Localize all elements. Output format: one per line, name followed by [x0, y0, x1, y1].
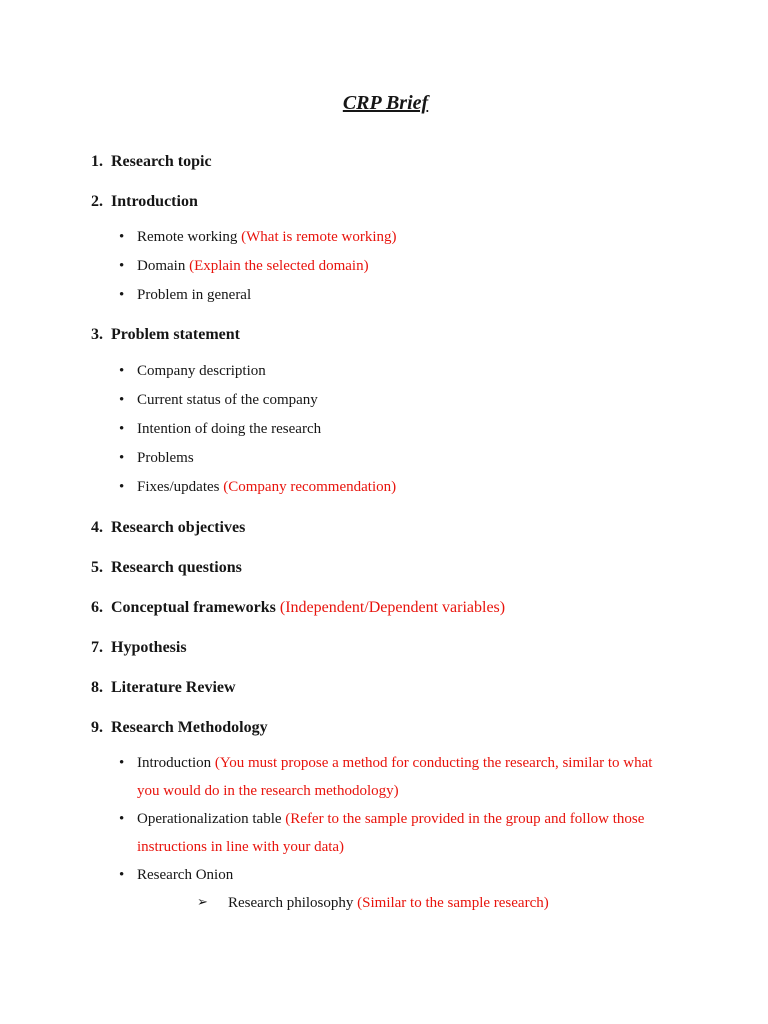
- bullet-label: Fixes/updates: [137, 479, 224, 495]
- section-label: Literature Review: [111, 679, 236, 696]
- bullet-item: [91, 252, 680, 281]
- bullet-item: [91, 357, 680, 386]
- bullet-annotation: (Explain the selected domain): [189, 258, 369, 274]
- bullet-icon: •: [119, 755, 125, 771]
- bullet-annotation: (You must propose a method for conducting the research, similar to what you would do in the research methodology): [137, 755, 653, 799]
- bullet-item: [91, 281, 680, 310]
- bullet-item: [91, 805, 671, 861]
- section-number: 2.: [91, 193, 103, 210]
- bullet-list-problem-statement: [91, 357, 680, 502]
- section-label: Research Methodology: [111, 719, 268, 736]
- bullet-icon: •: [119, 421, 125, 437]
- bullet-label: Company description: [137, 363, 266, 379]
- bullet-list-methodology: [91, 749, 671, 889]
- bullet-icon: •: [119, 258, 125, 274]
- section-label: Research topic: [111, 153, 212, 170]
- bullet-annotation: (Company recommendation): [223, 479, 397, 495]
- section-number: 4.: [91, 519, 103, 536]
- bullet-annotation: (What is remote working): [241, 229, 397, 245]
- bullet-list-introduction: [91, 223, 680, 310]
- sub-bullet-label: Research philosophy: [228, 895, 358, 911]
- bullet-icon: •: [119, 811, 125, 827]
- section-number: 3.: [91, 326, 103, 343]
- section-label: Research questions: [111, 559, 242, 576]
- bullet-item: [91, 861, 671, 889]
- section-heading-1: [91, 152, 680, 171]
- bullet-label: Intention of doing the research: [137, 421, 322, 437]
- bullet-icon: •: [119, 479, 125, 495]
- section-number: 8.: [91, 679, 103, 696]
- bullet-item: [91, 223, 680, 252]
- section-number: 5.: [91, 559, 103, 576]
- bullet-label: Problem in general: [137, 287, 252, 303]
- section-heading-5: [91, 558, 680, 577]
- section-number: 7.: [91, 639, 103, 656]
- bullet-icon: •: [119, 867, 125, 883]
- bullet-icon: •: [119, 363, 125, 379]
- section-label: Hypothesis: [111, 639, 187, 656]
- bullet-annotation: (Refer to the sample provided in the group and follow those instructions in line with your data): [137, 811, 645, 855]
- bullet-label: Domain: [137, 258, 190, 274]
- bullet-item: [91, 444, 680, 473]
- bullet-label: Remote working: [137, 229, 242, 245]
- bullet-icon: •: [119, 287, 125, 303]
- bullet-item: [91, 749, 671, 805]
- section-number: 1.: [91, 153, 103, 170]
- sub-bullet-annotation: (Similar to the sample research): [357, 895, 549, 911]
- bullet-label: Research Onion: [137, 867, 234, 883]
- sub-bullet-list-research-onion: [91, 889, 680, 917]
- section-number: 9.: [91, 719, 103, 736]
- section-heading-4: [91, 518, 680, 537]
- section-label: Research objectives: [111, 519, 246, 536]
- document-title: CRP Brief: [342, 92, 429, 114]
- section-label: Problem statement: [111, 326, 240, 343]
- section-heading-6: [91, 598, 680, 617]
- bullet-label: Problems: [137, 450, 194, 466]
- section-annotation: (Independent/Dependent variables): [279, 599, 506, 616]
- section-number: 6.: [91, 599, 103, 616]
- section-heading-2: [91, 192, 680, 211]
- section-heading-9: [91, 718, 680, 737]
- bullet-item: [91, 473, 680, 502]
- bullet-item: [91, 415, 680, 444]
- bullet-icon: •: [119, 229, 125, 245]
- section-heading-8: [91, 678, 680, 697]
- bullet-label: Current status of the company: [137, 392, 318, 408]
- section-label: Introduction: [111, 193, 198, 210]
- bullet-icon: •: [119, 450, 125, 466]
- section-heading-7: [91, 638, 680, 657]
- section-label: Conceptual frameworks: [111, 599, 280, 616]
- section-heading-3: [91, 325, 680, 344]
- sub-bullet-item: [91, 889, 680, 917]
- bullet-label: Introduction: [137, 755, 215, 771]
- arrowhead-bullet-icon: ➢: [197, 895, 208, 910]
- bullet-label: Operationalization table: [137, 811, 286, 827]
- bullet-icon: •: [119, 392, 125, 408]
- bullet-item: [91, 386, 680, 415]
